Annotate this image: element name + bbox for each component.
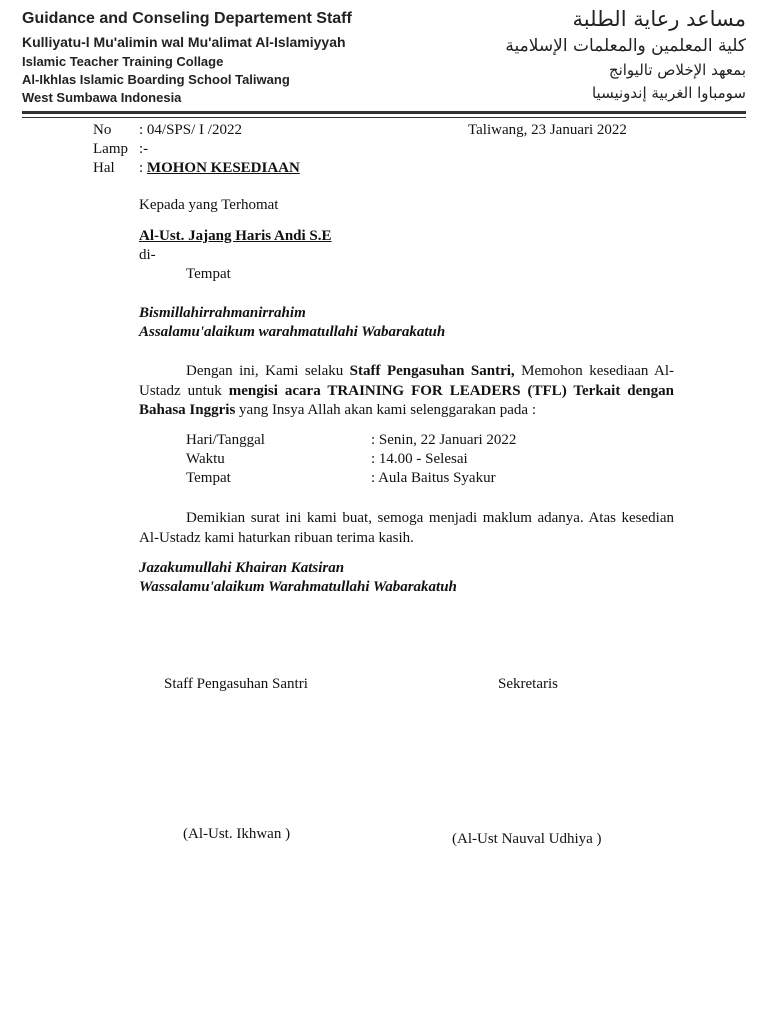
- header-rule-thin: [22, 117, 746, 118]
- salam-closing: Wassalamu'alaikum Warahmatullahi Wabarakatuh: [139, 579, 457, 595]
- place-date: Taliwang, 23 Januari 2022: [468, 122, 627, 138]
- p1-text-a: Dengan ini, Kami selaku: [186, 363, 350, 379]
- letterhead-arabic-line-4: سومباوا الغربية إندونيسيا: [591, 84, 746, 102]
- closing-thanks: Jazakumullahi Khairan Katsiran: [139, 560, 345, 576]
- recipient-name: Al-Ust. Jajang Haris Andi S.E: [139, 228, 332, 244]
- subject-colon: :: [139, 160, 144, 176]
- detail-value-date: : Senin, 22 Januari 2022: [371, 432, 517, 448]
- letterhead-line-training: Islamic Teacher Training Collage: [22, 54, 224, 69]
- subject-value: MOHON KESEDIAAN: [146, 160, 300, 176]
- signature-right-title: Sekretaris: [498, 676, 558, 692]
- recipient-di: di-: [139, 247, 156, 263]
- detail-label-time: Waktu: [186, 451, 225, 467]
- body-paragraph-2: [139, 509, 674, 548]
- p2-text: Demikian surat ini kami buat, semoga menjadi maklum adanya. Atas kesedian Al-Ustadz kami haturkan ribuan terima kasih.: [139, 510, 674, 546]
- subject-line: [139, 160, 300, 177]
- letterhead-line-location: West Sumbawa Indonesia: [22, 90, 182, 105]
- greeting: Kepada yang Terhomat: [139, 197, 279, 213]
- detail-label-date: Hari/Tanggal: [186, 432, 265, 448]
- p1-text-c: Memohon kesediaan Al-Ustadz untuk: [139, 363, 674, 399]
- header-rule-thick: [22, 111, 746, 114]
- letterhead-arabic-line-3: بمعهد الإخلاص تاليوانج: [608, 61, 746, 79]
- recipient-place: Tempat: [186, 266, 231, 282]
- salam-opening: Assalamu'alaikum warahmatullahi Wabarakatuh: [139, 324, 446, 340]
- attachment-label: Lamp: [93, 141, 128, 157]
- letterhead-line-school: Al-Ikhlas Islamic Boarding School Taliwang: [22, 72, 290, 87]
- attachment-value: :-: [139, 141, 149, 157]
- letter-number-label: No: [93, 122, 112, 138]
- detail-label-place: Tempat: [186, 470, 231, 486]
- letter-number-value: : 04/SPS/ I /2022: [139, 122, 242, 138]
- detail-value-time: : 14.00 - Selesai: [371, 451, 468, 467]
- p1-event: mengisi acara TRAINING FOR LEADERS (TFL) Terkait dengan Bahasa Inggris: [139, 382, 674, 418]
- p1-text-e: yang Insya Allah akan kami selenggarakan pada :: [235, 402, 537, 418]
- letterhead-line-department: Guidance and Conseling Departement Staff: [22, 10, 352, 27]
- letterhead-line-college: Kulliyatu-l Mu'alimin wal Mu'alimat Al-Islamiyyah: [22, 34, 346, 50]
- body-paragraph-1: [139, 362, 674, 421]
- subject-label: Hal: [93, 160, 115, 176]
- signature-left-name: (Al-Ust. Ikhwan ): [183, 826, 291, 842]
- signature-right-name: (Al-Ust Nauval Udhiya ): [452, 831, 602, 847]
- basmala: Bismillahirrahmanirrahim: [139, 305, 306, 321]
- letterhead-arabic: [446, 4, 746, 105]
- p1-organizer: Staff Pengasuhan Santri,: [349, 363, 515, 379]
- letterhead-arabic-line-1: مساعد رعاية الطلبة: [572, 7, 746, 31]
- signature-left-title: Staff Pengasuhan Santri: [164, 676, 308, 692]
- letterhead-arabic-line-2: كلية المعلمين والمعلمات الإسلامية: [505, 36, 746, 56]
- detail-value-place: : Aula Baitus Syakur: [371, 470, 496, 486]
